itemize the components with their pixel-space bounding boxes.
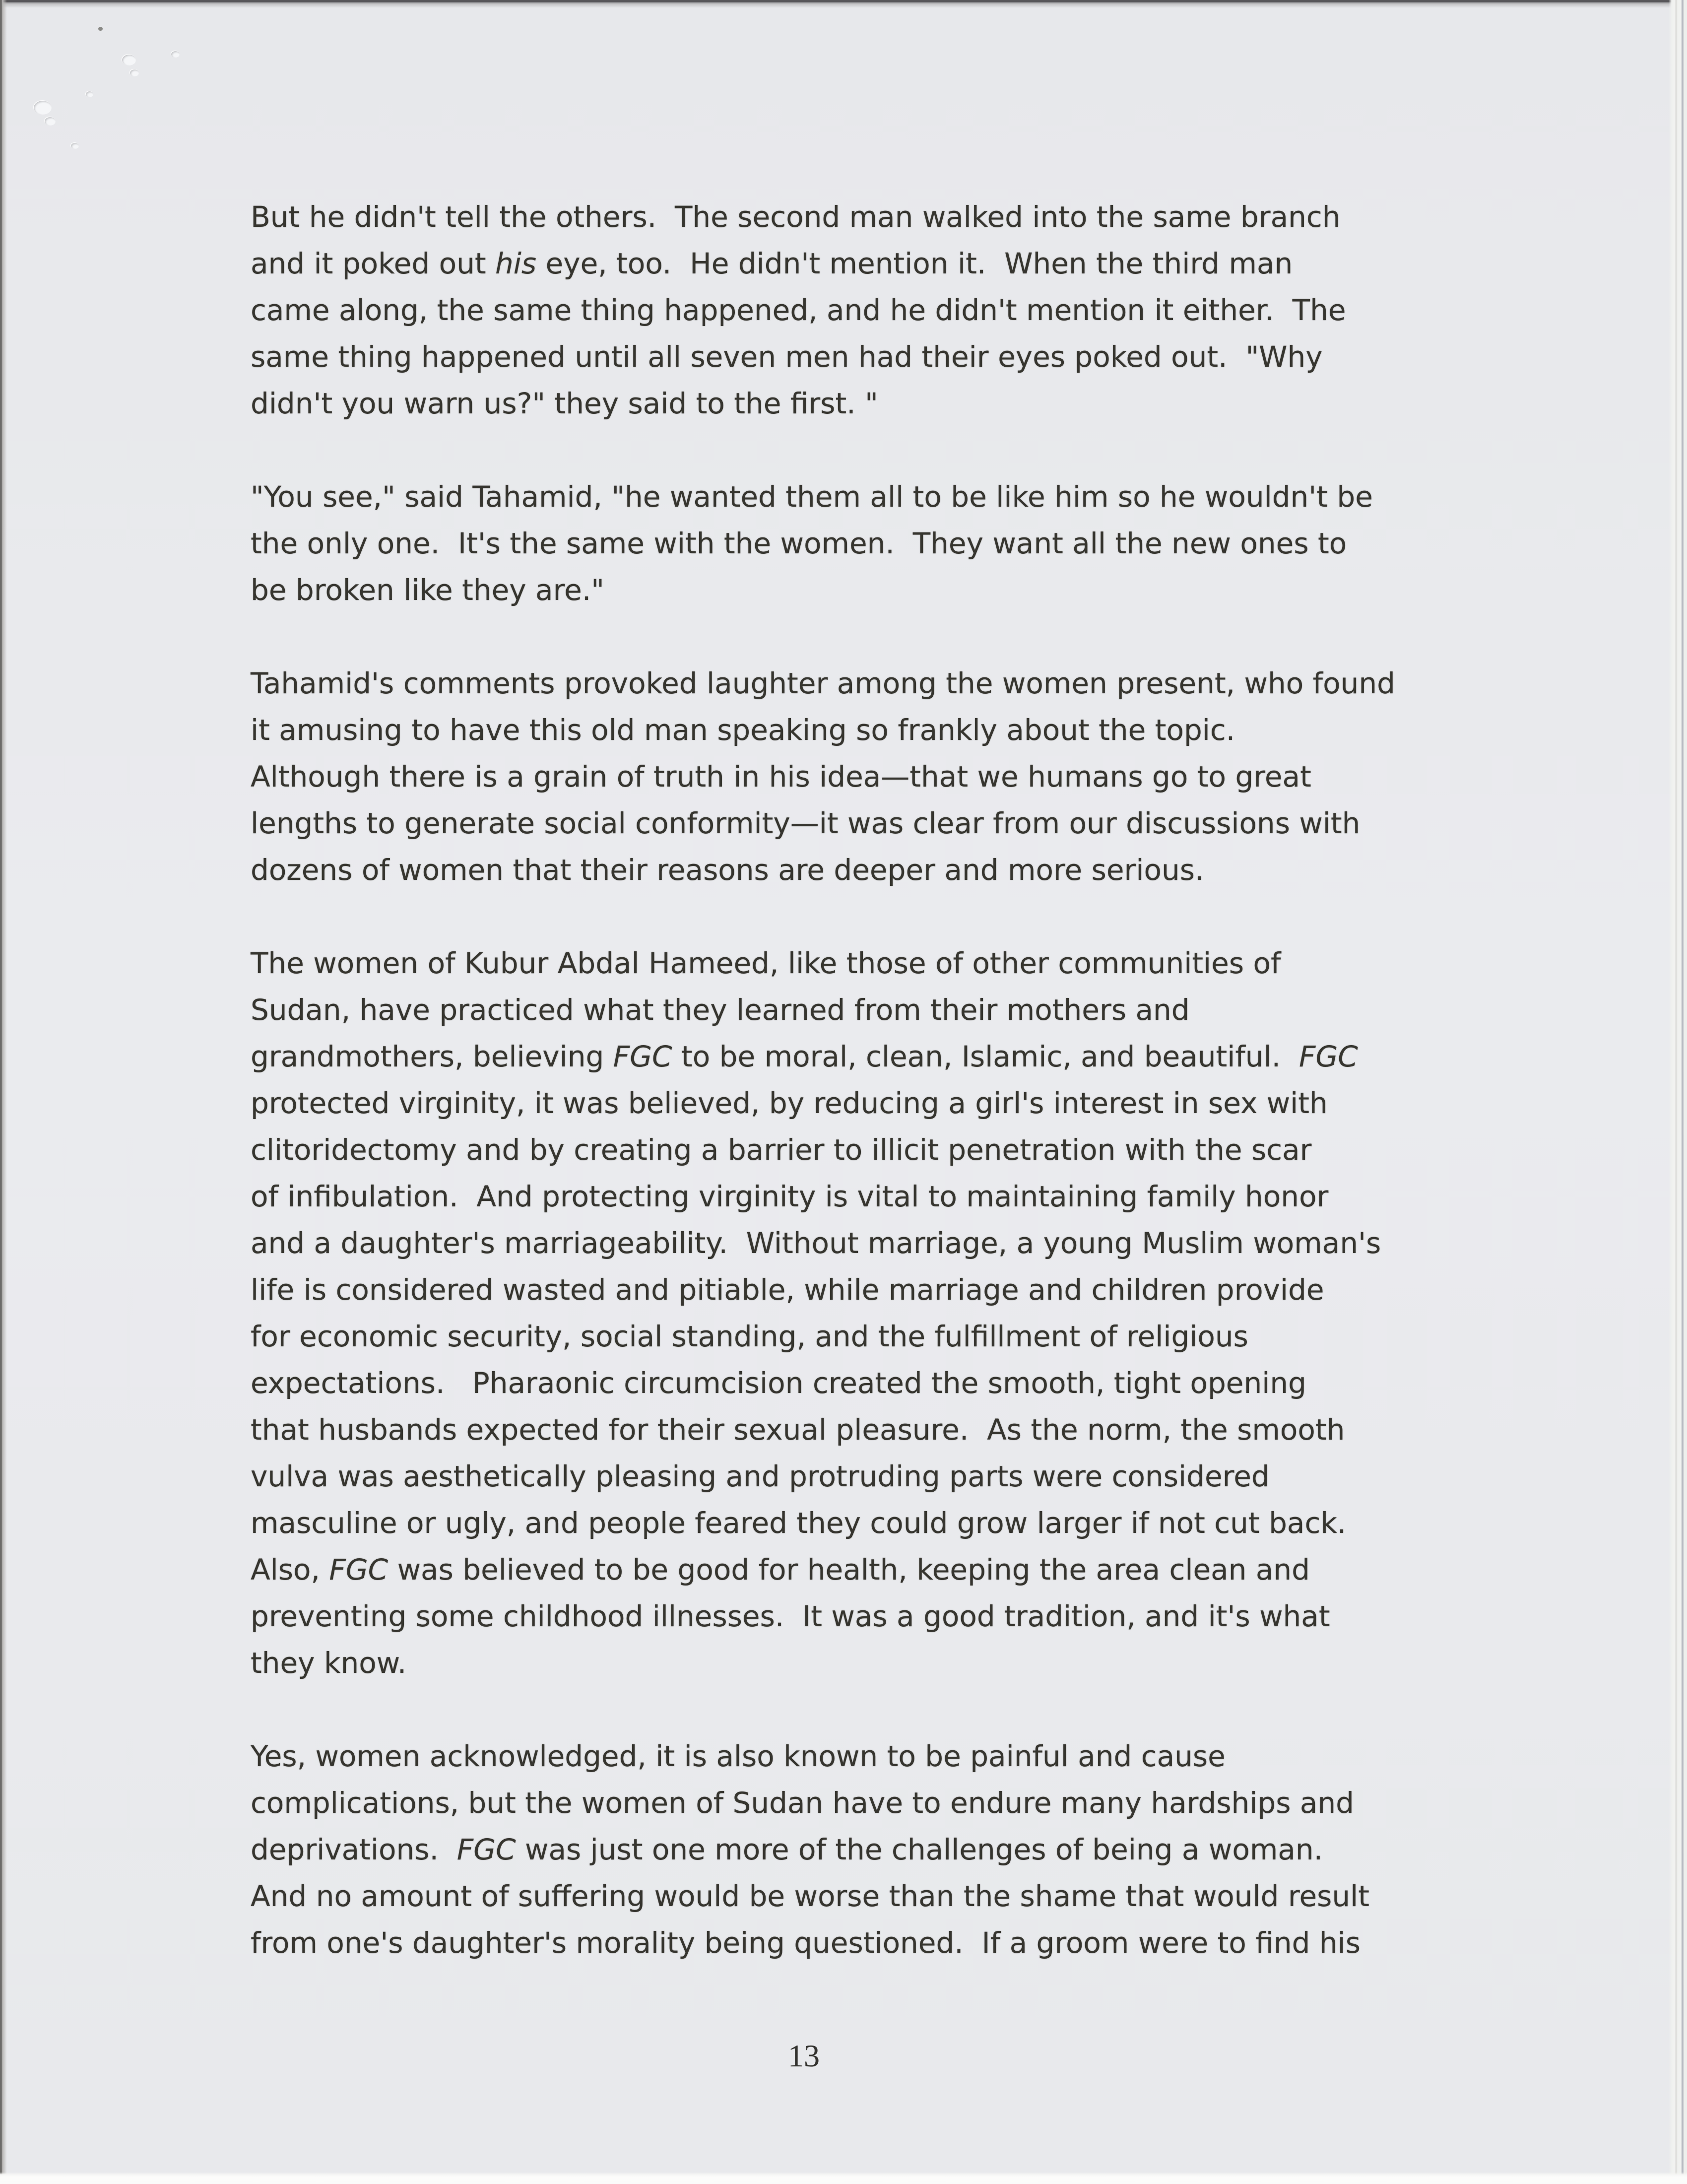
text-line	[251, 1919, 1395, 1966]
text-segment: Although there is a grain of truth in his idea—that we humans go to great	[251, 760, 1311, 794]
text-line	[251, 1640, 1395, 1686]
text-segment: protected virginity, it was believed, by reducing a girl's interest in sex with	[251, 1086, 1328, 1120]
text-segment: dozens of women that their reasons are deeper and more serious.	[251, 853, 1204, 887]
scan-edge-left	[0, 0, 7, 2184]
text-line	[251, 940, 1395, 987]
text-line	[251, 1546, 1395, 1593]
text-line	[251, 520, 1395, 567]
text-segment: for economic security, social standing, and the fulfillment of religious	[251, 1320, 1248, 1353]
paragraph	[251, 1733, 1395, 1966]
italic-text: FGC	[456, 1833, 516, 1866]
text-segment: But he didn't tell the others. The second man walked into the same branch	[251, 200, 1341, 234]
text-line	[251, 753, 1395, 800]
text-segment: and a daughter's marriageability. Without marriage, a young Muslim woman's	[251, 1226, 1381, 1260]
text-segment: Yes, women acknowledged, it is also known to be painful and cause	[251, 1739, 1226, 1773]
text-segment: And no amount of suffering would be worse than the shame that would result	[251, 1879, 1369, 1913]
text-segment: same thing happened until all seven men had their eyes poked out. "Why	[251, 340, 1323, 374]
paragraph	[251, 940, 1395, 1686]
text-line	[251, 707, 1395, 753]
text-line	[251, 1733, 1395, 1780]
text-segment: from one's daughter's morality being questioned. If a groom were to find his	[251, 1926, 1361, 1960]
text-segment: life is considered wasted and pitiable, while marriage and children provide	[251, 1273, 1324, 1307]
text-segment: was believed to be good for health, keeping the area clean and	[388, 1553, 1310, 1587]
text-line	[251, 660, 1395, 707]
text-segment: clitoridectomy and by creating a barrier to illicit penetration with the scar	[251, 1133, 1312, 1167]
text-line	[251, 380, 1395, 427]
text-segment: that husbands expected for their sexual pleasure. As the norm, the smooth	[251, 1413, 1345, 1447]
paper-bottom-edge	[0, 2172, 1687, 2184]
staple-dent	[171, 51, 180, 58]
text-segment: expectations. Pharaonic circumcision created the smooth, tight opening	[251, 1366, 1306, 1400]
text-line	[251, 1080, 1395, 1126]
text-segment: didn't you warn us?" they said to the first. "	[251, 387, 878, 420]
text-line	[251, 987, 1395, 1033]
italic-text: his	[495, 247, 537, 280]
text-line	[251, 287, 1395, 333]
text-segment: The women of Kubur Abdal Hameed, like those of other communities of	[251, 946, 1281, 980]
text-segment: it amusing to have this old man speaking so frankly about the topic.	[251, 713, 1235, 747]
text-line	[251, 194, 1395, 240]
text-segment: be broken like they are."	[251, 573, 604, 607]
text-segment: lengths to generate social conformity—it was clear from our discussions with	[251, 806, 1361, 840]
scan-edge-top	[0, 0, 1687, 8]
text-line	[251, 1126, 1395, 1173]
text-line	[251, 473, 1395, 520]
text-line	[251, 1266, 1395, 1313]
staple-dent	[86, 91, 93, 97]
staple-dent	[71, 143, 79, 149]
italic-text: FGC	[1299, 1040, 1358, 1073]
text-segment: and it poked out	[251, 247, 496, 280]
text-line	[251, 800, 1395, 847]
text-segment: came along, the same thing happened, and he didn't mention it either. The	[251, 293, 1346, 327]
text-segment: preventing some childhood illnesses. It was a good tradition, and it's what	[251, 1599, 1330, 1633]
text-segment: Sudan, have practiced what they learned from their mothers and	[251, 993, 1190, 1027]
text-segment: "You see," said Tahamid, "he wanted them all to be like him so he wouldn't be	[251, 480, 1373, 514]
staple-dent	[130, 69, 139, 76]
scan-speck	[98, 27, 103, 31]
text-line	[251, 1033, 1395, 1080]
text-segment: of infibulation. And protecting virginity is vital to maintaining family honor	[251, 1180, 1329, 1213]
text-segment: complications, but the women of Sudan have to endure many hardships and	[251, 1786, 1354, 1820]
paper-right-edge	[1669, 0, 1687, 2184]
italic-text: FGC	[613, 1040, 672, 1073]
text-line	[251, 1360, 1395, 1406]
text-line	[251, 567, 1395, 613]
text-line	[251, 847, 1395, 893]
paragraph	[251, 194, 1395, 427]
text-segment: the only one. It's the same with the women. They want all the new ones to	[251, 527, 1347, 560]
text-line	[251, 1780, 1395, 1826]
text-line	[251, 1826, 1395, 1873]
text-segment: vulva was aesthetically pleasing and protruding parts were considered	[251, 1459, 1270, 1493]
staple-dent	[122, 55, 136, 66]
text-line	[251, 1173, 1395, 1220]
italic-text: FGC	[329, 1553, 389, 1587]
text-segment: they know.	[251, 1646, 407, 1680]
text-line	[251, 1220, 1395, 1266]
document-body	[251, 194, 1395, 1966]
text-line	[251, 1313, 1395, 1360]
text-line	[251, 1406, 1395, 1453]
paragraph	[251, 473, 1395, 613]
text-line	[251, 1453, 1395, 1500]
text-segment: Also,	[251, 1553, 329, 1587]
text-line	[251, 240, 1395, 287]
text-segment: to be moral, clean, Islamic, and beautiful.	[672, 1040, 1299, 1073]
text-segment: grandmothers, believing	[251, 1040, 613, 1073]
text-segment: eye, too. He didn't mention it. When the third man	[536, 247, 1293, 280]
text-segment: was just one more of the challenges of being a woman.	[516, 1833, 1323, 1866]
text-segment: Tahamid's comments provoked laughter among the women present, who found	[251, 666, 1395, 700]
paragraph	[251, 660, 1395, 893]
staple-dent	[45, 117, 56, 126]
text-line	[251, 1593, 1395, 1640]
text-segment: deprivations.	[251, 1833, 457, 1866]
text-line	[251, 333, 1395, 380]
page-number: 13	[788, 2038, 820, 2073]
text-line	[251, 1500, 1395, 1546]
text-segment: masculine or ugly, and people feared they could grow larger if not cut back.	[251, 1506, 1347, 1540]
staple-dent	[34, 101, 52, 115]
text-line	[251, 1873, 1395, 1919]
